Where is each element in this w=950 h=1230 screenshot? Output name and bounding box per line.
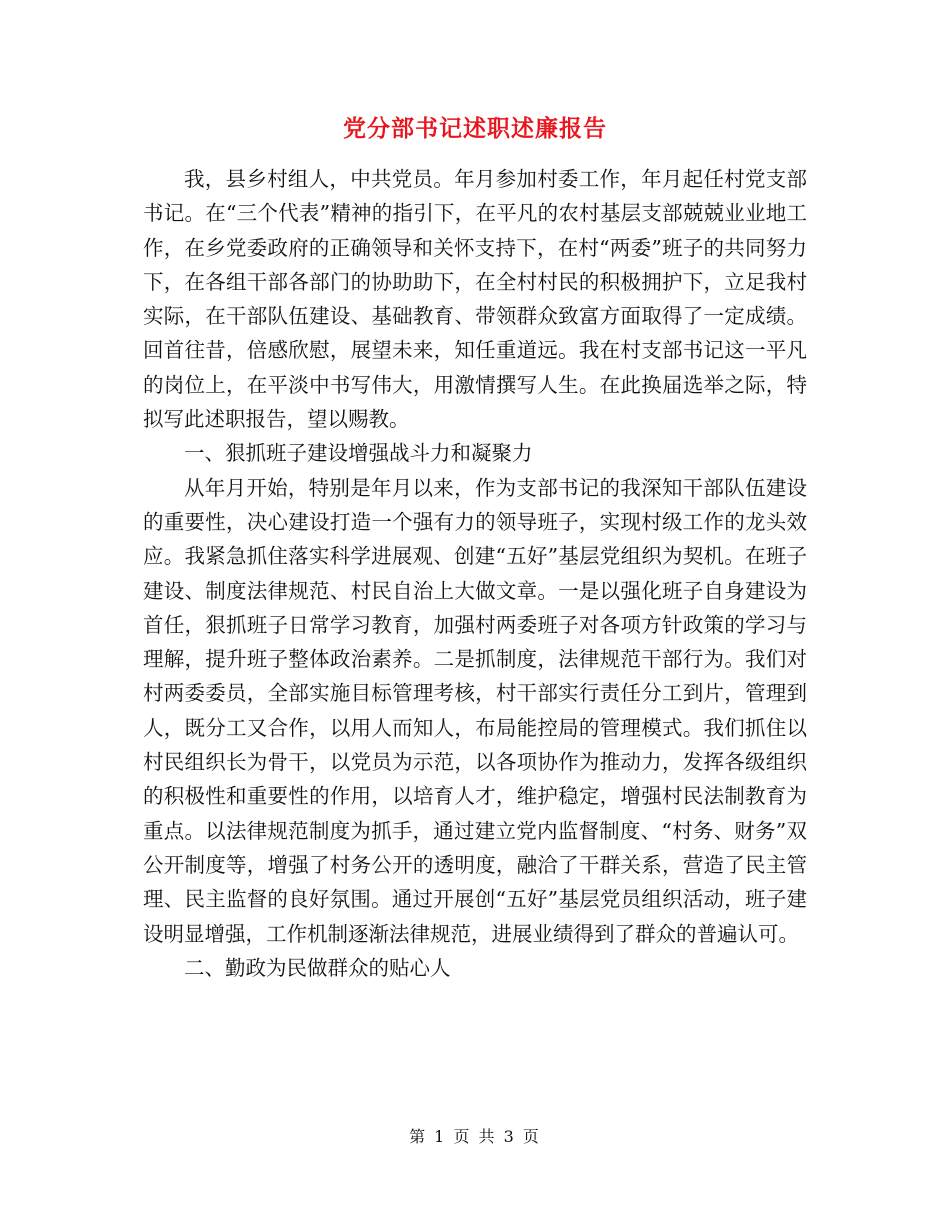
section-heading-1: 一、狠抓班子建设增强战斗力和凝聚力: [184, 441, 533, 466]
section-heading-2: 二、勤政为民做群众的贴心人: [184, 955, 451, 980]
page-number: 第 1 页 共 3 页: [409, 1127, 541, 1146]
document-title: 党分部书记述职述廉报告: [343, 115, 607, 142]
document-body: [143, 162, 807, 985]
section-1-paragraph: 从年月开始，特别是年月以来，作为支部书记的我深知干部队伍建设的重要性，决心建设打造一个强有力的领导班子，实现村级工作的龙头效应。我紧急抓住落实科学进展观、创建“五好”基层党组织为契机。在班子建设、制度法律规范、村民自治上大做文章。一是以强化班子自身建设为首任，狠抓班子日常学习教育，加强村两委班子对各项方针政策的学习与理解，提升班子整体政治素养。二是抓制度，法律规范干部行为。我们对村两委委员，全部实施目标管理考核，村干部实行责任分工到片，管理到人，既分工又合作，以用人而知人，布局能控局的管理模式。我们抓住以村民组织长为骨干，以党员为示范，以各项协作为推动力，发挥各级组织的积极性和重要性的作用，以培育人才，维护稳定，增强村民法制教育为重点。以法律规范制度为抓手，通过建立党内监督制度、“村务、财务”双公开制度等，增强了村务公开的透明度，融洽了干群关系，营造了民主管理、民主监督的良好氛围。通过开展创“五好”基层党员组织活动，班子建设明显增强，工作机制逐渐法律规范，进展业绩得到了群众的普遍认可。: [143, 475, 807, 946]
intro-paragraph: 我，县乡村组人，中共党员。年月参加村委工作，年月起任村党支部书记。在“三个代表”精神的指引下，在平凡的农村基层支部兢兢业业地工作，在乡党委政府的正确领导和关怀支持下，在村“两委”班子的共同努力下，在各组干部各部门的协助助下，在全村村民的积极拥护下，立足我村实际，在干部队伍建设、基础教育、带领群众致富方面取得了一定成绩。回首往昔，倍感欣慰，展望未来，知任重道远。我在村支部书记这一平凡的岗位上，在平淡中书写伟大，用激情撰写人生。在此换届选举之际，特拟写此述职报告，望以赐教。: [143, 167, 807, 432]
